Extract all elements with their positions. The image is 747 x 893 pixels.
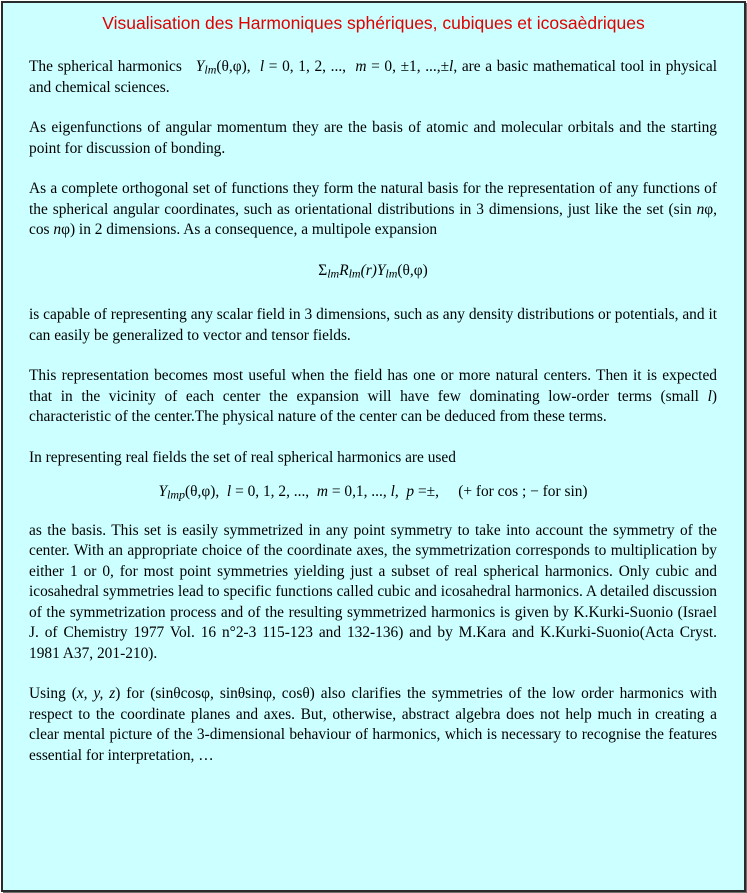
- paragraph-orthogonal-set: As a complete orthogonal set of functions they form the natural basis for the representation of any functions of the spherical angular coordinates, such as orientational distributions in 3 dimensions, just like the set (sin nφ, cos nφ) in 2 dimensions. As a consequence, a multipole expansion: [29, 180, 717, 238]
- article-body: [29, 57, 717, 786]
- page-title: Visualisation des Harmoniques sphériques, cubiques et icosaèdriques: [102, 13, 645, 33]
- paragraph-coordinates: Using (x, y, z) for (sinθcosφ, sinθsinφ, cosθ) also clarifies the symmetries of the low order harmonics with respect to the coordinate planes and axes. But, otherwise, abstract algebra does not help much in creating a clear mental picture of the 3-dimensional behaviour of harmonics, which is necessary to recognise the features essential for interpretation, …: [29, 685, 717, 764]
- paragraph-scalar-field: is capable of representing any scalar field in 3 dimensions, such as any density distributions or potentials, and it can easily be generalized to vector and tensor fields.: [29, 306, 717, 344]
- paragraph-natural-centers: This representation becomes most useful when the field has one or more natural centers. Then it is expected that in the vicinity of each center the expansion will have few dominating low-order terms (small l) characteristic of the center.The physical nature of the center can be deduced from these terms.: [29, 367, 717, 425]
- paragraph-eigenfunctions: As eigenfunctions of angular momentum they are the basis of atomic and molecular orbitals and the starting point for discussion of bonding.: [29, 119, 717, 157]
- formula-real-harmonics: $Y_{lmp}(\theta,\varphi)$, l = 0, 1, 2, ..., m = 0,1, ..., l, p =±, (+ for cos ; − for sin): [158, 483, 588, 502]
- content-frame: [1, 1, 746, 892]
- formula-multipole-expansion: $\Sigma_{lm}R_{lm}(r)Y_{lm}(\theta,\varphi)$: [318, 261, 428, 280]
- paragraph-intro: The spherical harmonics $Y_{lm}(\theta,\varphi)$, l = 0, 1, 2, ..., m = 0, ±1, ...,±l, are a basic mathematical tool in physical and chemical sciences.: [29, 58, 717, 96]
- paragraph-real-fields: In representing real fields the set of real spherical harmonics are used: [29, 448, 456, 466]
- paragraph-symmetrization: as the basis. This set is easily symmetrized in any point symmetry to take into account the symmetry of the center. With an appropriate choice of the coordinate axes, the symmetrization corresponds to multiplication by either 1 or 0, for most point symmetries yielding just a subset of real spherical harmonics. Only cubic and icosahedral symmetries lead to specific functions called cubic and icosahedral harmonics. A detailed discussion of the symmetrization process and of the resulting symmetrized harmonics is given by K.Kurki-Suonio (Israel J. of Chemistry 1977 Vol. 16 n°2-3 115-123 and 132-136) and by M.Kara and K.Kurki-Suonio(Acta Cryst. 1981 A37, 201-210).: [29, 521, 717, 662]
